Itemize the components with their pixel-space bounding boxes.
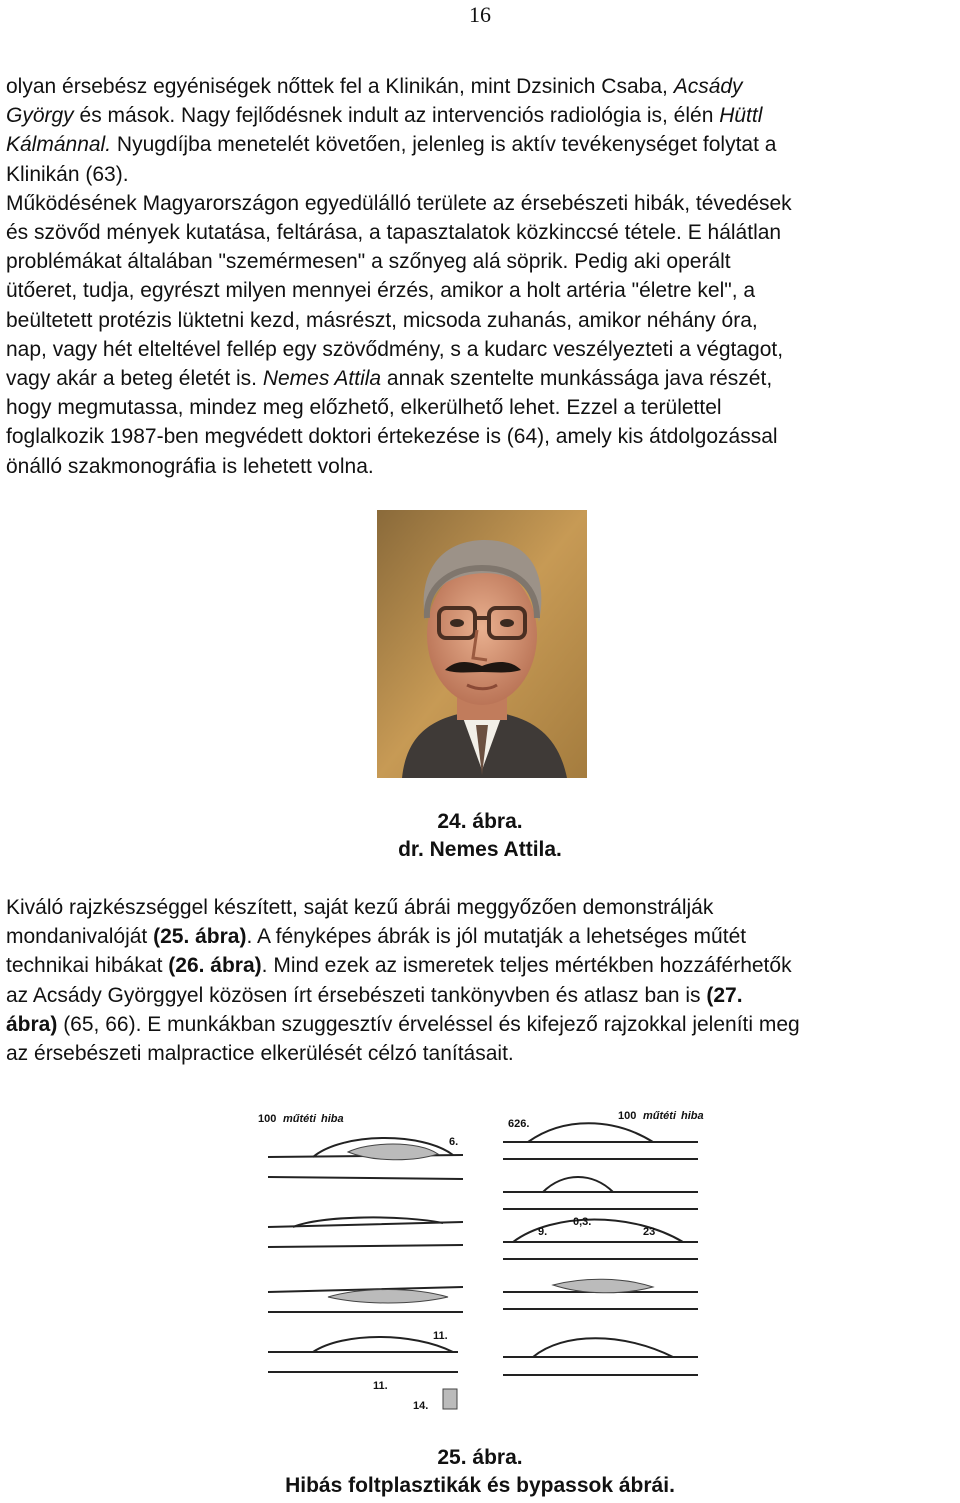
- text-segment: Nyugdíjba menetelét követően, jelenleg is aktív tevékenységet folytat a: [111, 133, 777, 157]
- text-line: [6, 981, 960, 1010]
- text-segment: az Acsády Györggyel közösen írt érsebészeti tankönyvben és atlasz ban is: [6, 983, 707, 1007]
- text-line: [6, 1010, 960, 1039]
- portrait-photo: [377, 510, 587, 778]
- drawing-label-13: 11.: [373, 1380, 388, 1392]
- text-segment: olyan érsebész egyéniségek nőttek fel a Klinikán, mint Dzsinich Csaba,: [6, 75, 674, 98]
- figure-24-name: dr. Nemes Attila.: [398, 838, 562, 861]
- text-line: [6, 922, 960, 951]
- text-segment: és szövőd mények kutatása, feltárása, a tapasztalatok közkinccsé tétele. E hálátlan: [6, 221, 782, 245]
- drawing-label-5: 626.: [508, 1118, 530, 1130]
- drawing-label-6: 100: [618, 1110, 637, 1122]
- figure-25-label: 25. ábra.: [437, 1446, 523, 1469]
- text-segment: nap, vagy hét elteltével fellép egy szövődmény, s a kudarc veszélyezteti a végtagot,: [6, 337, 784, 361]
- drawing-label-14: 14.: [413, 1400, 429, 1412]
- drawing-label-4: 6.: [449, 1136, 459, 1148]
- body-paragraph-1: [6, 72, 960, 481]
- drawing-label-12: 11.: [433, 1330, 448, 1342]
- drawing-label-10: 9.: [538, 1226, 548, 1238]
- page-number: 16: [469, 2, 491, 27]
- text-line: [6, 218, 960, 247]
- figure-25-caption: [0, 1444, 960, 1500]
- drawing-label-9: 0,3.: [573, 1216, 592, 1228]
- text-line: [6, 306, 960, 335]
- drawing-label-7: műtéti: [643, 1110, 676, 1122]
- text-line: [6, 335, 960, 364]
- text-segment: Klinikán (63).: [6, 162, 129, 186]
- text-line: [6, 276, 960, 305]
- text-segment: (65, 66). E munkákban szuggesztív érveléssel és kifejező rajzokkal jeleníti meg: [57, 1012, 800, 1036]
- text-line: [6, 452, 960, 481]
- text-segment: és mások. Nagy fejlődésnek indult az intervenciós radiológia is, élén: [73, 104, 720, 128]
- text-line: [6, 393, 960, 422]
- text-segment: hogy megmutassa, mindez meg előzhető, elkerülhető lehet. Ezzel a területtel: [6, 396, 722, 420]
- text-segment: ütőeret, tudja, egyrészt milyen mennyei érzés, amikor a holt artéria "életre kel", a: [6, 279, 756, 303]
- text-segment: Hüttl: [719, 104, 763, 128]
- text-line: [6, 364, 960, 393]
- body-paragraph-2: [6, 893, 960, 1068]
- text-line: [6, 893, 960, 922]
- text-segment: . A fényképes ábrák is jól mutatják a lehetséges műtét: [246, 925, 747, 949]
- text-segment: Kálmánnal.: [6, 133, 112, 157]
- text-segment: foglalkozik 1987-ben megvédett doktori értekezése is (64), amely kis átdolgozással: [6, 425, 778, 449]
- text-line: [6, 160, 960, 189]
- drawing-label-11: 23: [643, 1226, 656, 1238]
- figure-25-title: Hibás foltplasztikák és bypassok ábrái.: [285, 1474, 675, 1497]
- text-segment: (26. ábra): [168, 954, 262, 978]
- text-line: [6, 72, 960, 101]
- text-line: [6, 189, 960, 218]
- drawing-label-3: hiba: [321, 1113, 344, 1125]
- surgical-drawings: [253, 1107, 713, 1437]
- drawing-label-8: hiba: [681, 1110, 704, 1122]
- text-segment: György: [6, 104, 74, 128]
- text-segment: (25. ábra): [153, 925, 247, 949]
- text-segment: annak szentelte munkássága java részét,: [381, 367, 773, 391]
- text-segment: vagy akár a beteg életét is.: [6, 367, 263, 391]
- text-line: [6, 1039, 960, 1068]
- text-segment: technikai hibákat: [6, 954, 169, 978]
- text-segment: problémákat általában "szemérmesen" a szőnyeg alá söprik. Pedig aki operált: [6, 250, 731, 274]
- text-segment: Működésének Magyarországon egyedülálló területe az érsebészeti hibák, tévedések: [6, 191, 792, 215]
- text-line: [6, 247, 960, 276]
- text-segment: beültetett protézis lüktetni kezd, másrészt, micsoda zuhanás, amikor néhány óra,: [6, 308, 758, 332]
- drawing-label-1: 100: [258, 1113, 277, 1125]
- drawing-label-2: műtéti: [283, 1113, 316, 1125]
- text-segment: ábra): [6, 1012, 58, 1036]
- text-line: [6, 422, 960, 451]
- text-segment: az érsebészeti malpractice elkerülését célzó tanításait.: [6, 1042, 514, 1066]
- text-segment: mondanivalóját: [6, 925, 154, 949]
- figure-24-caption: [0, 808, 960, 864]
- text-segment: Nemes Attila: [262, 367, 382, 391]
- text-segment: . Mind ezek az ismeretek teljes mértékben hozzáférhetők: [261, 954, 792, 978]
- text-segment: önálló szakmonográfia is lehetett volna.: [6, 454, 374, 478]
- text-segment: Kiváló rajzkészséggel készített, saját kezű ábrái meggyőzően demonstrálják: [6, 896, 714, 919]
- text-line: [6, 101, 960, 130]
- text-line: [6, 951, 960, 980]
- text-line: [6, 130, 960, 159]
- figure-24-label: 24. ábra.: [437, 810, 523, 833]
- text-segment: (27.: [706, 983, 743, 1007]
- text-segment: Acsády: [673, 75, 743, 98]
